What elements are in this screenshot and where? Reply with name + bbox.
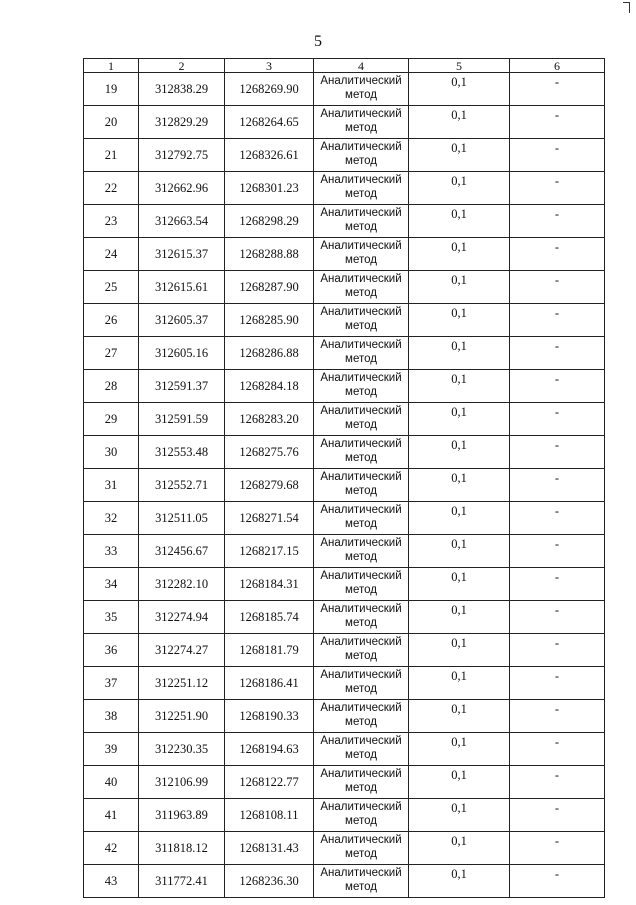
- x-coordinate-cell: 312251.12: [139, 667, 225, 700]
- method-line-1: Аналитический: [320, 438, 402, 450]
- point-number-cell: 37: [84, 667, 139, 700]
- y-coordinate-cell: 1268131.43: [225, 832, 314, 865]
- accuracy-cell: 0,1: [409, 238, 510, 271]
- method-cell: [314, 667, 409, 700]
- note-cell: -: [510, 436, 605, 469]
- table-row: [84, 535, 605, 568]
- table-row: [84, 106, 605, 139]
- note-cell: -: [510, 766, 605, 799]
- y-coordinate-cell: 1268283.20: [225, 403, 314, 436]
- table-row: [84, 601, 605, 634]
- note-cell: -: [510, 733, 605, 766]
- method-line-1: Аналитический: [320, 174, 402, 186]
- y-coordinate-cell: 1268108.11: [225, 799, 314, 832]
- y-coordinate-cell: 1268288.88: [225, 238, 314, 271]
- x-coordinate-cell: 312456.67: [139, 535, 225, 568]
- accuracy-cell: 0,1: [409, 106, 510, 139]
- method-cell: [314, 205, 409, 238]
- accuracy-cell: 0,1: [409, 634, 510, 667]
- accuracy-cell: 0,1: [409, 799, 510, 832]
- accuracy-cell: 0,1: [409, 370, 510, 403]
- method-cell: [314, 766, 409, 799]
- method-cell: [314, 337, 409, 370]
- point-number-cell: 23: [84, 205, 139, 238]
- note-cell: -: [510, 799, 605, 832]
- method-cell: [314, 139, 409, 172]
- method-cell: [314, 865, 409, 898]
- note-cell: -: [510, 205, 605, 238]
- y-coordinate-cell: 1268194.63: [225, 733, 314, 766]
- table-row: [84, 832, 605, 865]
- header-cell: 2: [139, 59, 225, 73]
- method-line-2: метод: [345, 815, 377, 827]
- y-coordinate-cell: 1268298.29: [225, 205, 314, 238]
- x-coordinate-cell: 312552.71: [139, 469, 225, 502]
- y-coordinate-cell: 1268287.90: [225, 271, 314, 304]
- method-line-1: Аналитический: [320, 141, 402, 153]
- method-line-2: метод: [345, 89, 377, 101]
- table-row: [84, 73, 605, 106]
- method-line-1: Аналитический: [320, 603, 402, 615]
- point-number-cell: 28: [84, 370, 139, 403]
- header-cell: 4: [314, 59, 409, 73]
- note-cell: -: [510, 634, 605, 667]
- x-coordinate-cell: 312792.75: [139, 139, 225, 172]
- note-cell: -: [510, 304, 605, 337]
- method-cell: [314, 799, 409, 832]
- point-number-cell: 34: [84, 568, 139, 601]
- note-cell: -: [510, 172, 605, 205]
- x-coordinate-cell: 312615.61: [139, 271, 225, 304]
- x-coordinate-cell: 311963.89: [139, 799, 225, 832]
- note-cell: -: [510, 832, 605, 865]
- x-coordinate-cell: 312662.96: [139, 172, 225, 205]
- method-line-1: Аналитический: [320, 702, 402, 714]
- method-line-2: метод: [345, 518, 377, 530]
- method-line-2: метод: [345, 782, 377, 794]
- method-line-1: Аналитический: [320, 768, 402, 780]
- x-coordinate-cell: 312282.10: [139, 568, 225, 601]
- method-cell: [314, 73, 409, 106]
- point-number-cell: 29: [84, 403, 139, 436]
- accuracy-cell: 0,1: [409, 172, 510, 205]
- point-number-cell: 41: [84, 799, 139, 832]
- method-line-1: Аналитический: [320, 735, 402, 747]
- x-coordinate-cell: 312106.99: [139, 766, 225, 799]
- y-coordinate-cell: 1268285.90: [225, 304, 314, 337]
- method-line-1: Аналитический: [320, 372, 402, 384]
- header-cell: 5: [409, 59, 510, 73]
- y-coordinate-cell: 1268184.31: [225, 568, 314, 601]
- method-line-1: Аналитический: [320, 537, 402, 549]
- point-number-cell: 42: [84, 832, 139, 865]
- method-line-2: метод: [345, 716, 377, 728]
- method-line-1: Аналитический: [320, 669, 402, 681]
- table-row: [84, 799, 605, 832]
- method-line-1: Аналитический: [320, 240, 402, 252]
- y-coordinate-cell: 1268122.77: [225, 766, 314, 799]
- method-line-2: метод: [345, 485, 377, 497]
- accuracy-cell: 0,1: [409, 667, 510, 700]
- note-cell: -: [510, 106, 605, 139]
- note-cell: -: [510, 700, 605, 733]
- method-line-2: метод: [345, 650, 377, 662]
- method-line-1: Аналитический: [320, 834, 402, 846]
- method-line-1: Аналитический: [320, 636, 402, 648]
- y-coordinate-cell: 1268264.65: [225, 106, 314, 139]
- y-coordinate-cell: 1268185.74: [225, 601, 314, 634]
- corner-mark: [623, 2, 630, 13]
- method-line-1: Аналитический: [320, 339, 402, 351]
- accuracy-cell: 0,1: [409, 766, 510, 799]
- note-cell: -: [510, 403, 605, 436]
- table-body: [84, 59, 605, 898]
- note-cell: -: [510, 370, 605, 403]
- table-row: [84, 337, 605, 370]
- table-row: [84, 370, 605, 403]
- point-number-cell: 32: [84, 502, 139, 535]
- method-line-1: Аналитический: [320, 306, 402, 318]
- x-coordinate-cell: 312829.29: [139, 106, 225, 139]
- point-number-cell: 40: [84, 766, 139, 799]
- method-line-1: Аналитический: [320, 108, 402, 120]
- note-cell: -: [510, 568, 605, 601]
- note-cell: -: [510, 238, 605, 271]
- method-cell: [314, 172, 409, 205]
- table-row: [84, 733, 605, 766]
- method-cell: [314, 304, 409, 337]
- method-cell: [314, 700, 409, 733]
- coordinates-table: [83, 58, 605, 898]
- method-line-2: метод: [345, 155, 377, 167]
- accuracy-cell: 0,1: [409, 139, 510, 172]
- method-cell: [314, 634, 409, 667]
- y-coordinate-cell: 1268269.90: [225, 73, 314, 106]
- point-number-cell: 43: [84, 865, 139, 898]
- table-row: [84, 568, 605, 601]
- y-coordinate-cell: 1268190.33: [225, 700, 314, 733]
- method-line-2: метод: [345, 617, 377, 629]
- method-line-2: метод: [345, 287, 377, 299]
- table-header-row: [84, 59, 605, 73]
- note-cell: -: [510, 73, 605, 106]
- y-coordinate-cell: 1268217.15: [225, 535, 314, 568]
- method-line-1: Аналитический: [320, 801, 402, 813]
- method-line-2: метод: [345, 386, 377, 398]
- note-cell: -: [510, 337, 605, 370]
- x-coordinate-cell: 312838.29: [139, 73, 225, 106]
- x-coordinate-cell: 312591.59: [139, 403, 225, 436]
- method-line-2: метод: [345, 419, 377, 431]
- x-coordinate-cell: 312663.54: [139, 205, 225, 238]
- method-cell: [314, 106, 409, 139]
- method-line-2: метод: [345, 122, 377, 134]
- note-cell: -: [510, 667, 605, 700]
- method-line-1: Аналитический: [320, 570, 402, 582]
- point-number-cell: 38: [84, 700, 139, 733]
- method-line-2: метод: [345, 221, 377, 233]
- x-coordinate-cell: 312605.16: [139, 337, 225, 370]
- y-coordinate-cell: 1268181.79: [225, 634, 314, 667]
- header-cell: 1: [84, 59, 139, 73]
- method-cell: [314, 436, 409, 469]
- method-cell: [314, 271, 409, 304]
- method-line-1: Аналитический: [320, 273, 402, 285]
- table-row: [84, 667, 605, 700]
- method-line-1: Аналитический: [320, 867, 402, 879]
- accuracy-cell: 0,1: [409, 205, 510, 238]
- accuracy-cell: 0,1: [409, 469, 510, 502]
- accuracy-cell: 0,1: [409, 337, 510, 370]
- method-cell: [314, 502, 409, 535]
- point-number-cell: 30: [84, 436, 139, 469]
- x-coordinate-cell: 312605.37: [139, 304, 225, 337]
- x-coordinate-cell: 311818.12: [139, 832, 225, 865]
- note-cell: -: [510, 535, 605, 568]
- x-coordinate-cell: 312591.37: [139, 370, 225, 403]
- table-row: [84, 700, 605, 733]
- point-number-cell: 19: [84, 73, 139, 106]
- point-number-cell: 33: [84, 535, 139, 568]
- y-coordinate-cell: 1268275.76: [225, 436, 314, 469]
- table-row: [84, 304, 605, 337]
- accuracy-cell: 0,1: [409, 73, 510, 106]
- table-row: [84, 271, 605, 304]
- method-line-1: Аналитический: [320, 405, 402, 417]
- point-number-cell: 36: [84, 634, 139, 667]
- x-coordinate-cell: 312274.27: [139, 634, 225, 667]
- y-coordinate-cell: 1268301.23: [225, 172, 314, 205]
- method-cell: [314, 601, 409, 634]
- point-number-cell: 27: [84, 337, 139, 370]
- method-line-1: Аналитический: [320, 504, 402, 516]
- y-coordinate-cell: 1268279.68: [225, 469, 314, 502]
- table-row: [84, 865, 605, 898]
- method-line-1: Аналитический: [320, 471, 402, 483]
- method-line-2: метод: [345, 254, 377, 266]
- x-coordinate-cell: 312230.35: [139, 733, 225, 766]
- table-row: [84, 469, 605, 502]
- point-number-cell: 20: [84, 106, 139, 139]
- page-number: 5: [314, 33, 322, 50]
- method-cell: [314, 733, 409, 766]
- note-cell: -: [510, 601, 605, 634]
- note-cell: -: [510, 502, 605, 535]
- x-coordinate-cell: 312553.48: [139, 436, 225, 469]
- method-cell: [314, 238, 409, 271]
- point-number-cell: 25: [84, 271, 139, 304]
- header-cell: 3: [225, 59, 314, 73]
- y-coordinate-cell: 1268326.61: [225, 139, 314, 172]
- table-row: [84, 238, 605, 271]
- note-cell: -: [510, 865, 605, 898]
- method-line-2: метод: [345, 749, 377, 761]
- method-cell: [314, 370, 409, 403]
- x-coordinate-cell: 312615.37: [139, 238, 225, 271]
- method-line-2: метод: [345, 848, 377, 860]
- accuracy-cell: 0,1: [409, 403, 510, 436]
- y-coordinate-cell: 1268284.18: [225, 370, 314, 403]
- method-line-2: метод: [345, 881, 377, 893]
- method-cell: [314, 403, 409, 436]
- accuracy-cell: 0,1: [409, 502, 510, 535]
- point-number-cell: 31: [84, 469, 139, 502]
- accuracy-cell: 0,1: [409, 271, 510, 304]
- method-line-2: метод: [345, 584, 377, 596]
- point-number-cell: 26: [84, 304, 139, 337]
- method-line-2: метод: [345, 188, 377, 200]
- accuracy-cell: 0,1: [409, 436, 510, 469]
- accuracy-cell: 0,1: [409, 601, 510, 634]
- table-row: [84, 766, 605, 799]
- method-line-1: Аналитический: [320, 75, 402, 87]
- method-cell: [314, 568, 409, 601]
- method-cell: [314, 832, 409, 865]
- accuracy-cell: 0,1: [409, 700, 510, 733]
- accuracy-cell: 0,1: [409, 535, 510, 568]
- table-row: [84, 403, 605, 436]
- accuracy-cell: 0,1: [409, 304, 510, 337]
- table-row: [84, 502, 605, 535]
- method-line-2: метод: [345, 683, 377, 695]
- point-number-cell: 24: [84, 238, 139, 271]
- accuracy-cell: 0,1: [409, 865, 510, 898]
- x-coordinate-cell: 312274.94: [139, 601, 225, 634]
- note-cell: -: [510, 139, 605, 172]
- y-coordinate-cell: 1268286.88: [225, 337, 314, 370]
- x-coordinate-cell: 312511.05: [139, 502, 225, 535]
- point-number-cell: 39: [84, 733, 139, 766]
- point-number-cell: 35: [84, 601, 139, 634]
- y-coordinate-cell: 1268186.41: [225, 667, 314, 700]
- method-line-2: метод: [345, 551, 377, 563]
- header-cell: 6: [510, 59, 605, 73]
- point-number-cell: 22: [84, 172, 139, 205]
- note-cell: -: [510, 271, 605, 304]
- table-row: [84, 205, 605, 238]
- method-cell: [314, 469, 409, 502]
- table-row: [84, 436, 605, 469]
- method-line-1: Аналитический: [320, 207, 402, 219]
- method-cell: [314, 535, 409, 568]
- x-coordinate-cell: 312251.90: [139, 700, 225, 733]
- method-line-2: метод: [345, 320, 377, 332]
- y-coordinate-cell: 1268271.54: [225, 502, 314, 535]
- x-coordinate-cell: 311772.41: [139, 865, 225, 898]
- table-row: [84, 634, 605, 667]
- table-row: [84, 139, 605, 172]
- table-row: [84, 172, 605, 205]
- method-line-2: метод: [345, 353, 377, 365]
- y-coordinate-cell: 1268236.30: [225, 865, 314, 898]
- note-cell: -: [510, 469, 605, 502]
- accuracy-cell: 0,1: [409, 733, 510, 766]
- method-line-2: метод: [345, 452, 377, 464]
- point-number-cell: 21: [84, 139, 139, 172]
- accuracy-cell: 0,1: [409, 568, 510, 601]
- accuracy-cell: 0,1: [409, 832, 510, 865]
